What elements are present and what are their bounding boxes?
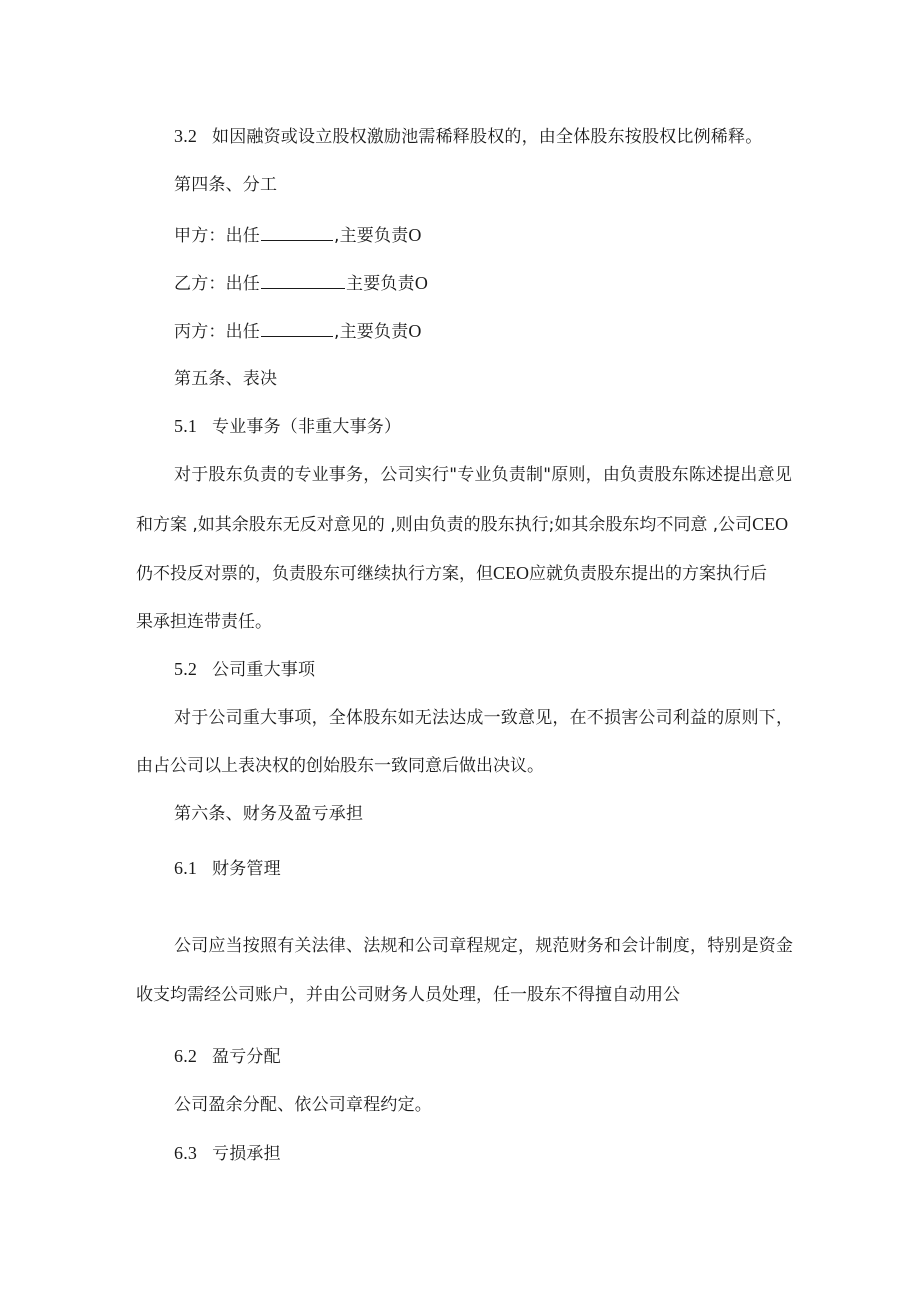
article-6-title: 第六条、财务及盈亏承担 xyxy=(174,804,364,824)
paragraph-6-1-line-1: 公司应当按照有关法律、法规和公司章程规定，规范财务和会计制度，特别是资金 xyxy=(174,936,794,956)
paragraph-latin: CEO xyxy=(493,563,529,583)
paragraph-5-1-line-2 xyxy=(136,512,788,537)
paragraph-latin: CEO xyxy=(752,514,789,534)
clause-number: 6.1 xyxy=(174,858,198,878)
party-c-tail: 主要负责 xyxy=(339,322,409,342)
paragraph-text: 仍不投反对票的，负责股东可继续执行方案，但 xyxy=(136,564,493,584)
clause-text: 盈亏分配 xyxy=(212,1047,281,1067)
paragraph-5-2-line-1: 对于公司重大事项，全体股东如无法达成一致意见，在不损害公司利益的原则下， xyxy=(174,708,794,728)
party-a-sep: , xyxy=(334,226,340,246)
party-b-tail: 主要负责 xyxy=(346,274,415,294)
clause-text: 财务管理 xyxy=(212,859,281,879)
clause-6-3 xyxy=(174,1141,281,1166)
paragraph-5-1-line-1: 对于股东负责的专业事务，公司实行"专业负责制"原则，由负责股东陈述提出意见 xyxy=(174,465,793,485)
clause-number: 6.2 xyxy=(174,1046,198,1066)
clause-5-1 xyxy=(174,414,401,439)
party-a-tail: 主要负责 xyxy=(339,226,409,246)
clause-number: 5.2 xyxy=(174,659,198,679)
paragraph-text: 和方案 ,如其余股东无反对意见的 ,则由负责的股东执行;如其余股东均不同意 ,公司 xyxy=(136,515,753,535)
paragraph-5-2-line-2: 由占公司以上表决权的创始股东一致同意后做出决议。 xyxy=(136,756,544,776)
clause-3-2 xyxy=(174,124,762,149)
party-a-label: 甲方：出任 xyxy=(174,226,260,246)
article-4-title: 第四条、分工 xyxy=(174,175,278,195)
clause-6-1 xyxy=(174,856,281,881)
party-c-sep: , xyxy=(334,322,340,342)
party-b-end: O xyxy=(414,273,429,293)
paragraph-text: 应就负责股东提出的方案执行后 xyxy=(529,564,767,584)
clause-text: 亏损承担 xyxy=(212,1144,281,1164)
party-a-end: O xyxy=(408,225,422,245)
clause-number: 6.3 xyxy=(174,1143,198,1163)
clause-6-2 xyxy=(174,1044,281,1069)
clause-text: 公司重大事项 xyxy=(212,660,316,680)
party-b-blank xyxy=(261,270,345,289)
party-a-blank xyxy=(261,222,333,241)
party-b-duty xyxy=(174,270,428,296)
clause-text: 专业事务（非重大事务） xyxy=(212,417,402,437)
article-5-title: 第五条、表决 xyxy=(174,369,278,389)
party-a-duty xyxy=(174,222,422,248)
clause-number: 5.1 xyxy=(174,416,198,436)
party-c-duty xyxy=(174,318,422,344)
party-c-end: O xyxy=(408,321,422,341)
party-c-label: 丙方：出任 xyxy=(174,322,260,342)
paragraph-6-2-line-1: 公司盈余分配、依公司章程约定。 xyxy=(174,1095,432,1115)
paragraph-5-1-line-3 xyxy=(136,561,767,586)
paragraph-5-1-line-4: 果承担连带责任。 xyxy=(136,612,272,632)
party-b-label: 乙方：出任 xyxy=(174,274,260,294)
clause-5-2 xyxy=(174,657,315,682)
clause-text: 如因融资或设立股权激励池需稀释股权的，由全体股东按股权比例稀释。 xyxy=(212,127,763,147)
party-c-blank xyxy=(261,318,333,337)
paragraph-6-1-line-2: 收支均需经公司账户，并由公司财务人员处理，任一股东不得擅自动用公 xyxy=(136,985,680,1005)
clause-number: 3.2 xyxy=(174,126,198,146)
